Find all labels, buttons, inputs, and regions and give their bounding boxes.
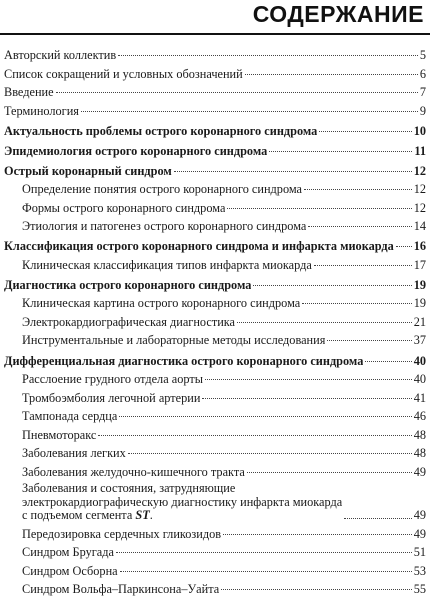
toc-entry-title: Диагностика острого коронарного синдрома [4,277,252,292]
toc-entry-title-line: Заболевания и состояния, затрудняющие [22,481,236,496]
toc-entry[interactable] [0,313,430,332]
table-of-contents [0,46,430,599]
toc-entry-title: Актуальность проблемы острого коронарного синдрома [4,123,318,138]
toc-entry-title: Клиническая картина острого коронарного синдрома [22,296,301,311]
toc-entry[interactable] [0,65,430,84]
toc-entry-page-number: 17 [413,257,426,272]
toc-entry-title [22,482,342,523]
dot-leader [237,321,412,323]
toc-entry-title: Синдром Бругада [22,545,114,560]
toc-entry-page-number: 7 [419,85,426,99]
toc-entry-page-number: 21 [413,314,426,329]
toc-entry-page-number: 53 [413,563,426,578]
toc-entry-title: Авторский коллектив [4,48,117,62]
toc-entry[interactable] [0,389,430,408]
toc-entry[interactable] [0,46,430,65]
dot-leader [314,264,412,266]
dot-leader [247,471,412,473]
toc-entry-title: Острый коронарный синдром [4,163,172,178]
dot-leader [120,570,412,572]
toc-entry-title: Формы острого коронарного синдрома [22,200,226,215]
toc-entry-page-number: 51 [413,545,426,560]
toc-entry-title: Заболевания легких [22,446,126,461]
dot-leader [116,551,412,553]
toc-entry-title: Терминология [4,103,79,118]
toc-entry[interactable] [0,180,430,199]
toc-entry[interactable] [0,543,430,562]
toc-entry-title-line: электрокардиографическую диагностику инфаркта миокарда [22,494,343,509]
toc-entry[interactable] [0,407,430,426]
segment-label: ST [135,508,150,523]
toc-entry[interactable] [0,580,430,599]
dot-leader [205,378,412,380]
toc-entry[interactable] [0,276,430,295]
toc-entry[interactable] [0,444,430,463]
toc-entry-page-number: 12 [413,163,426,178]
toc-entry[interactable] [0,237,430,256]
dot-leader [319,130,411,132]
toc-entry-title: Заболевания желудочно-кишечного тракта [22,464,245,479]
toc-entry-title-line [22,509,342,523]
toc-entry-title: Тромбоэмболия легочной артерии [22,390,201,405]
dot-leader [56,91,418,93]
toc-entry-title: Определение понятия острого коронарного синдрома [22,182,303,197]
toc-entry[interactable] [0,331,430,350]
toc-entry-page-number: 48 [413,446,426,461]
dot-leader [344,517,412,519]
dot-leader [245,73,418,75]
toc-entry-title: Пневмоторакс [22,427,97,442]
toc-entry-page-number: 46 [413,409,426,424]
title-text: с подъемом сегмента [22,508,136,523]
dot-leader [269,150,412,152]
dot-leader [223,533,412,535]
toc-entry-page-number: 41 [413,390,426,405]
dot-leader [396,245,412,247]
toc-entry-title: Тампонада сердца [22,409,118,424]
dot-leader [308,225,411,227]
dot-leader [365,360,411,362]
toc-entry[interactable] [0,426,430,445]
toc-entry-title: Этиология и патогенез острого коронарного синдрома [22,219,307,234]
toc-entry-page-number: 40 [413,372,426,387]
dot-leader [128,452,412,454]
toc-entry-title: Инструментальные и лабораторные методы исследования [22,333,326,348]
toc-entry[interactable] [0,162,430,181]
dot-leader [302,302,411,304]
toc-entry-page-number: 48 [413,427,426,442]
toc-entry-page-number: 12 [413,182,426,197]
dot-leader [118,54,418,56]
toc-entry-page-number: 49 [413,508,426,523]
toc-entry-title: Классификация острого коронарного синдрома и инфаркта миокарда [4,239,394,254]
toc-entry[interactable] [0,370,430,389]
toc-entry-page-number: 11 [414,143,426,158]
toc-entry-page-number: 16 [413,239,426,254]
toc-entry-page-number: 14 [413,219,426,234]
toc-entry[interactable] [0,525,430,544]
toc-entry[interactable] [0,482,430,523]
toc-entry-page-number: 5 [419,48,426,62]
toc-entry[interactable] [0,217,430,236]
toc-entry-page-number: 10 [413,123,426,138]
toc-entry-title: Передозировка сердечных гликозидов [22,526,222,541]
toc-entry-page-number: 19 [413,277,426,292]
dot-leader [221,588,412,590]
dot-leader [227,207,411,209]
dot-leader [202,397,411,399]
toc-entry[interactable] [0,352,430,371]
toc-entry[interactable] [0,142,430,161]
toc-entry-title: Расслоение грудного отдела аорты [22,372,203,387]
toc-entry[interactable] [0,256,430,275]
page-header [0,0,430,35]
toc-entry-page-number: 49 [413,464,426,479]
toc-entry[interactable] [0,562,430,581]
toc-entry-page-number: 55 [413,582,426,597]
toc-entry[interactable] [0,294,430,313]
toc-entry-page-number: 19 [413,296,426,311]
toc-entry-page-number: 49 [413,526,426,541]
dot-leader [81,110,418,112]
dot-leader [327,339,411,341]
toc-entry[interactable] [0,199,430,218]
page-title: СОДЕРЖАНИЕ [252,1,424,27]
dot-leader [253,284,411,286]
toc-entry-page-number: 37 [413,333,426,348]
toc-entry-title: Синдром Осборна [22,563,118,578]
toc-entry-page-number: 40 [413,353,426,368]
toc-entry[interactable] [0,83,430,102]
title-text: . [149,508,153,523]
dot-leader [304,188,412,190]
toc-entry[interactable] [0,102,430,121]
toc-entry-page-number: 6 [419,66,426,81]
dot-leader [174,170,412,172]
toc-entry-page-number: 9 [419,103,426,118]
toc-entry-title: Список сокращений и условных обозначений [4,66,243,81]
dot-leader [98,434,411,436]
toc-entry-title: Клиническая классификация типов инфаркта миокарда [22,257,312,272]
toc-entry-page-number: 12 [413,200,426,215]
toc-entry[interactable] [0,463,430,482]
toc-entry-title: Введение [4,85,54,99]
toc-entry[interactable] [0,122,430,141]
toc-entry-title: Электрокардиографическая диагностика [22,314,236,329]
toc-entry-title: Эпидемиология острого коронарного синдрома [4,143,268,158]
toc-entry-title: Дифференциальная диагностика острого коронарного синдрома [4,353,364,368]
toc-entry-title: Синдром Вольфа–Паркинсона–Уайта [22,582,220,597]
dot-leader [119,415,411,417]
